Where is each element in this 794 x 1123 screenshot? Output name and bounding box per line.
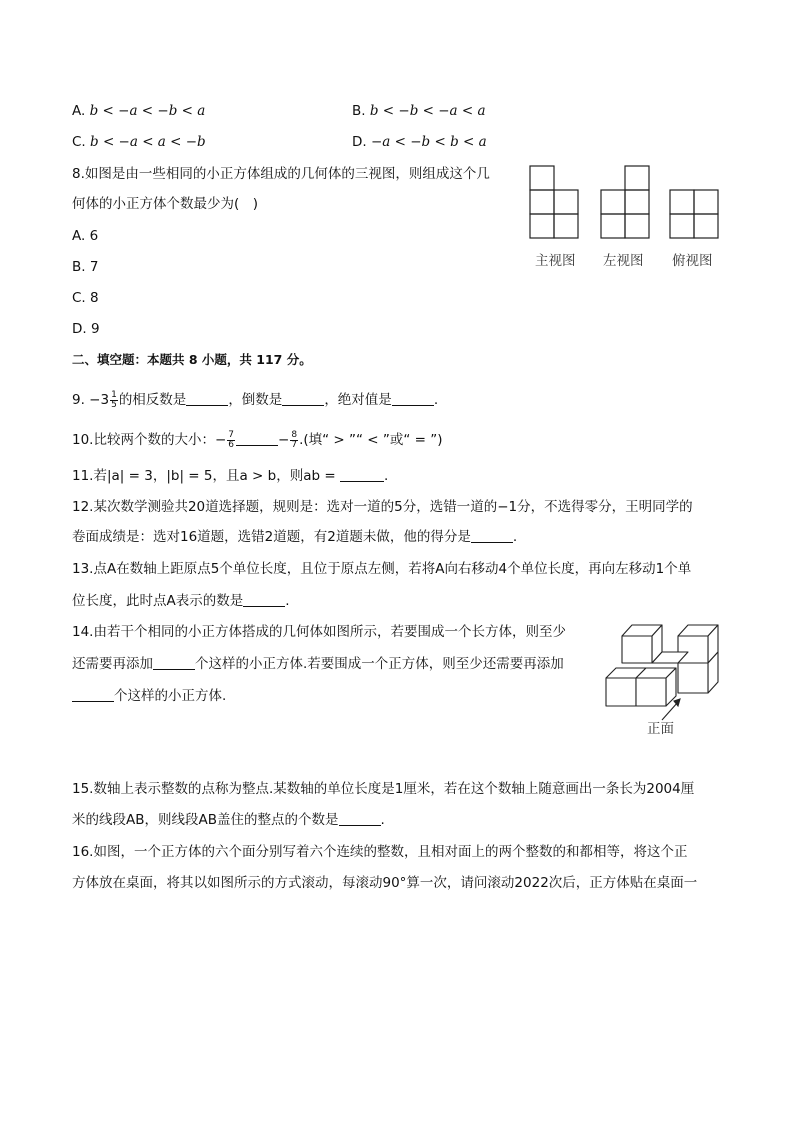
q12-line1: 12.某次数学测验共20道选择题，规则是：选对一道的5分，选错一道的−1分，不选得零分，王明同学的 bbox=[72, 499, 693, 515]
q8-stem-line1: 8.如图是由一些相同的小正方体组成的几何体的三视图，则组成这个几 bbox=[72, 166, 490, 182]
q9: 9. −3 $\frac{1}{5}$ 的相反数是 ，倒数是 ，绝对值是 . bbox=[72, 389, 439, 410]
q13-line2: 位长度，此时点A表示的数是 . bbox=[72, 593, 290, 609]
top-view-caption: 俯视图 bbox=[672, 253, 713, 269]
cube-back-left bbox=[622, 625, 662, 663]
left-view-caption: 左视图 bbox=[603, 253, 644, 269]
q14-line1: 14.由若干个相同的小正方体搭成的几何体如图所示，若要围成一个长方体，则至少 bbox=[72, 624, 566, 640]
q14-line3: 个这样的小正方体. bbox=[72, 686, 226, 706]
q13-line1: 13.点A在数轴上距原点5个单位长度，且位于原点左侧，若将A向右移动4个单位长度，再向左移动1个单 bbox=[72, 561, 692, 577]
q10: 10.比较两个数的大小：− $\frac{7}{6}$ − $\frac{8}{7}$ .(填“ > ”“ < ”或“ = ”) bbox=[72, 429, 443, 450]
q8-option-a[interactable]: A. 6 bbox=[72, 228, 99, 244]
q8-option-d[interactable]: D. 9 bbox=[72, 321, 100, 337]
q15-blank[interactable] bbox=[339, 811, 381, 826]
q8-option-b[interactable]: B. 7 bbox=[72, 259, 99, 275]
q8-option-c[interactable]: C. 8 bbox=[72, 290, 99, 306]
q8-stem-line2: 何体的小正方体个数最少为( ) bbox=[72, 196, 259, 212]
q12-line2: 卷面成绩是：选对16道题，选错2道题，有2道题未做，他的得分是 . bbox=[72, 529, 518, 545]
q16-line1: 16.如图，一个正方体的六个面分别写着六个连续的整数，且相对面上的两个整数的和都相等，将这个正 bbox=[72, 844, 688, 860]
q7-option-b[interactable]: B. b < −b < −a < a bbox=[352, 103, 486, 119]
q7-option-a[interactable]: A. b < −a < −b < a bbox=[72, 103, 206, 119]
section-header: 二、填空题：本题共 8 小题，共 117 分。 bbox=[72, 352, 312, 367]
q7-option-d[interactable]: D. −a < −b < b < a bbox=[352, 134, 487, 150]
q11: 11.若|a| = 3，|b| = 5，且a > b，则ab = . bbox=[72, 468, 389, 484]
cube-right-top bbox=[678, 625, 718, 663]
q15-line2: 米的线段AB，则线段AB盖住的整点的个数是 . bbox=[72, 812, 385, 828]
q7-option-c[interactable]: C. b < −a < a < −b bbox=[72, 134, 206, 150]
cube-front-row bbox=[606, 668, 676, 706]
q16-line2: 方体放在桌面，将其以如图所示的方式滚动，每滚动90°算一次，请问滚动2022次后，正方体贴在桌面一 bbox=[72, 875, 698, 891]
front-caption: 正面 bbox=[647, 721, 674, 737]
q14-line2: 还需要再添加 个这样的小正方体.若要围成一个正方体，则至少还需要再添加 bbox=[72, 656, 564, 672]
q15-line1: 15.数轴上表示整数的点称为整点.某数轴的单位长度是1厘米，若在这个数轴上随意画出一条长为2004厘 bbox=[72, 781, 695, 797]
front-view-caption: 主视图 bbox=[535, 253, 576, 269]
